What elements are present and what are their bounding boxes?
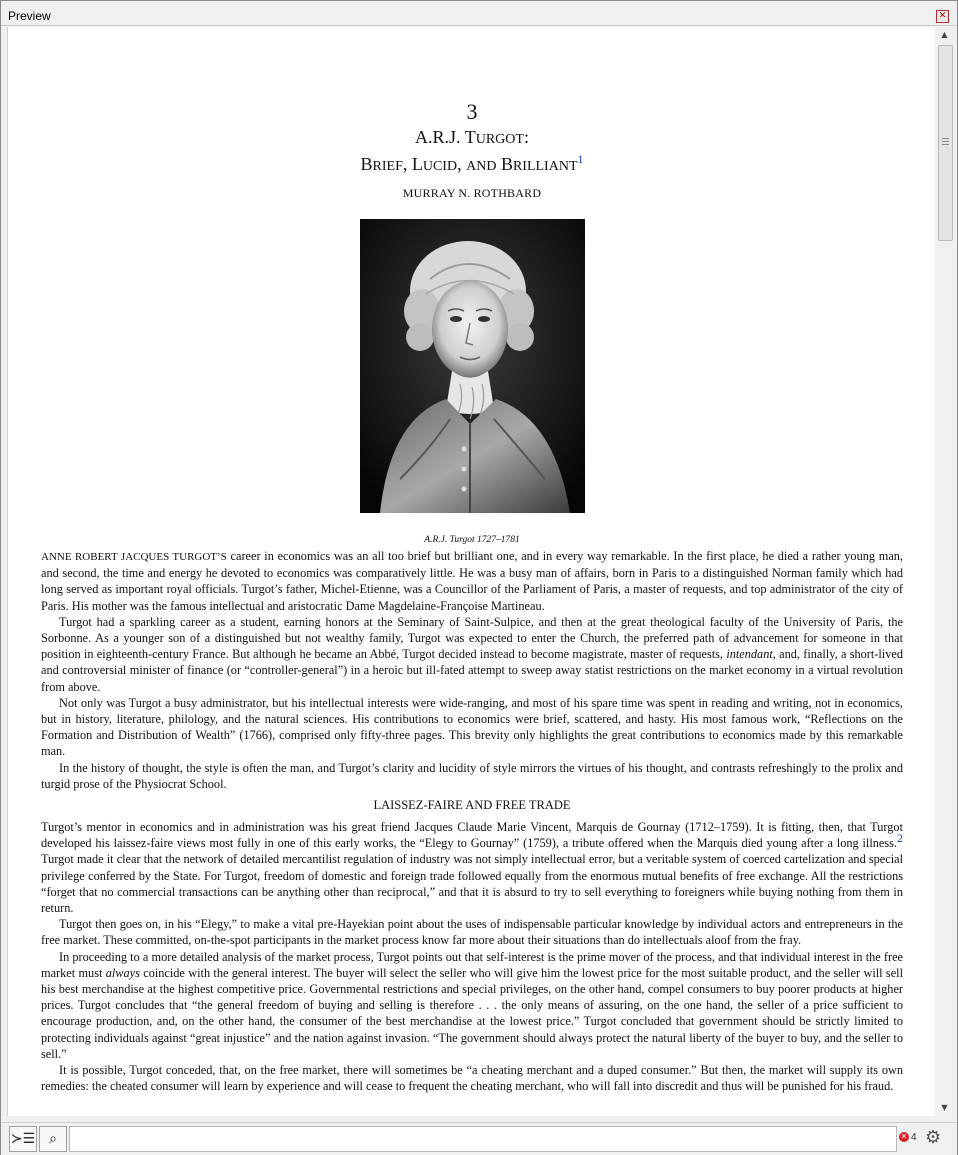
scroll-down-icon[interactable]: ▼: [941, 1103, 948, 1112]
console-icon[interactable]: ≻☰: [9, 1126, 37, 1152]
chapter-number: 3: [466, 99, 478, 124]
error-count-badge[interactable]: [899, 1132, 917, 1143]
portrait-caption: A.R.J. Turgot 1727–1781: [424, 535, 520, 545]
gear-icon[interactable]: ⚙: [925, 1127, 942, 1148]
close-icon[interactable]: ✕: [936, 10, 949, 23]
portrait-image: [360, 219, 585, 513]
title-bar: [1, 1, 957, 26]
paragraph-3: Not only was Turgot a busy administrator, but his intellectual interests were wide-ranging, and most of his spare time was spent in reading and writing, not in economics, but in history, literature, philology, and the natural sciences. His contributions to economics were brief, scattered, and hasty. His most famous work, “Reflections on the Formation and Distribution of Wealth” (1766), comprised only fifty-three pages. This brevity only highlights the great contributions to economics made by this remarkable man.: [41, 695, 903, 759]
section-paragraph-2: Turgot then goes on, in his “Elegy,” to make a vital pre-Hayekian point about the uses of indispensable particular knowledge by individual actors and entrepreneurs in the free market. These committed, on-the-spot participants in the market process know far more about their situations than do intellectuals aloof from the fray.: [41, 917, 903, 948]
error-count: 4: [911, 1132, 917, 1143]
document-viewport[interactable]: [7, 27, 935, 1116]
chapter-subtitle: BRIEF, LUCID, AND BRILLIANT$^1$: [360, 152, 584, 174]
search-icon[interactable]: ⌕: [39, 1126, 67, 1152]
paragraph-2: Turgot had a sparkling career as a student, earning honors at the Seminary of Saint-Sulpice, and then at the great theological faculty of the University of Paris, the Sorbonne. As a younger son of a distinguished but not wealthy family, Turgot was expected to enter the Church, the preferred path of advancement for someone in that position in eighteenth-century France. But although he became an Abbé, Turgot decided instead to become magistrate, master of requests, intendant, and, finally, a short-lived and controversial minister of finance (or “controller-general”) in a heroic but ill-fated attempt to sweep away statist restrictions on the market economy in a virtual revolution from above.: [41, 614, 903, 694]
search-input[interactable]: [69, 1126, 897, 1152]
vertical-scrollbar[interactable]: [936, 27, 953, 1116]
section-paragraph-1: Turgot’s mentor in economics and in administration was his great friend Jacques Claude Marie Vincent, Marquis de Gournay (1712–1759). It is fitting, then, that Turgot developed his laissez-faire views most fully in one of this early works, the “Elegy to Gournay” (1759), a tribute offered when the Marquis died young after a long illness.2 Turgot made it clear that the network of detailed mercantilist regulation of industry was not simply intellectual error, but a veritable system of coerced cartelization and special privilege conferred by the State. For Turgot, freedom of domestic and foreign trade followed equally from the enormous mutual benefits of free exchange. All the restrictions “forget that no commercial transactions can be anything other than reciprocal,” and that it is absurd to try to sell everything to foreigners while buying nothing from them in return.: [41, 820, 903, 916]
author-name: MURRAY N. ROTHBARD: [402, 186, 542, 200]
document-page: [41, 27, 903, 1095]
status-bar: [1, 1122, 957, 1155]
paragraph-4: In the history of thought, the style is often the man, and Turgot’s clarity and lucidity of style mirrors the virtues of his thought, and contrasts refreshingly to the prolix and turgid prose of the Physiocrat School.: [41, 760, 903, 791]
turgot-portrait-engraving: [360, 219, 585, 513]
section-paragraph-3: In proceeding to a more detailed analysis of the market process, Turgot points out that self-interest is the prime mover of the process, and that individual interest in the free market must always coincide with the general interest. The buyer will select the seller who will give him the lowest price for the most suitable product, and the seller will sell his best merchandise at the highest competitive price. Governmental restrictions and special privileges, on the other hand, compel consumers to buy poorer products at higher prices. Turgot concludes that “the general freedom of buying and selling is therefore . . . the only means of assuring, on the one hand, the seller of a price sufficient to encourage production, and, on the other hand, the consumer of the best merchandise at the lowest price.” Turgot concluded that government should be strictly limited to protecting individuals against “great injustice” and the nation against invasion. “The government should always protect the natural liberty of the buyer to buy, and the seller to sell.”: [41, 949, 903, 1061]
scroll-up-icon[interactable]: ▲: [941, 30, 948, 39]
footnote-link-1[interactable]: 1: [577, 152, 584, 166]
section-paragraph-4: It is possible, Turgot conceded, that, on the free market, there will sometimes be “a cheating merchant and a duped consumer.” But then, the market will supply its own remedies: the cheated consumer will learn by experience and will cease to frequent the cheating merchant, who will fall into discredit and thus will be punished for his fraud.: [41, 1063, 903, 1094]
section-heading: LAISSEZ-FAIRE AND FREE TRADE: [373, 798, 571, 813]
footnote-link-2[interactable]: 2: [897, 831, 903, 846]
chapter-title: A.R.J. TURGOT:: [415, 127, 529, 147]
scroll-thumb[interactable]: [938, 45, 953, 241]
grip-icon: [942, 138, 949, 147]
paragraph-1: ANNE ROBERT JACQUES TURGOT’S career in economics was an all too brief but brilliant one, and in every way remarkable. In the first place, he died a rather young man, and second, the time and energy he devoted to economics was comparatively little. He was a busy man of affairs, born in Paris to a distinguished Norman family which had long served as important royal officials. Turgot’s father, Michel-Etienne, was a Councillor of the Parliament of Paris, a master of requests, and top administrator of the city of Paris. His mother was the famous intellectual and aristocratic Dame Magdelaine-Françoise Martineau.: [41, 549, 903, 613]
error-icon: ✕: [900, 1132, 908, 1142]
window-title: Preview: [8, 9, 51, 23]
